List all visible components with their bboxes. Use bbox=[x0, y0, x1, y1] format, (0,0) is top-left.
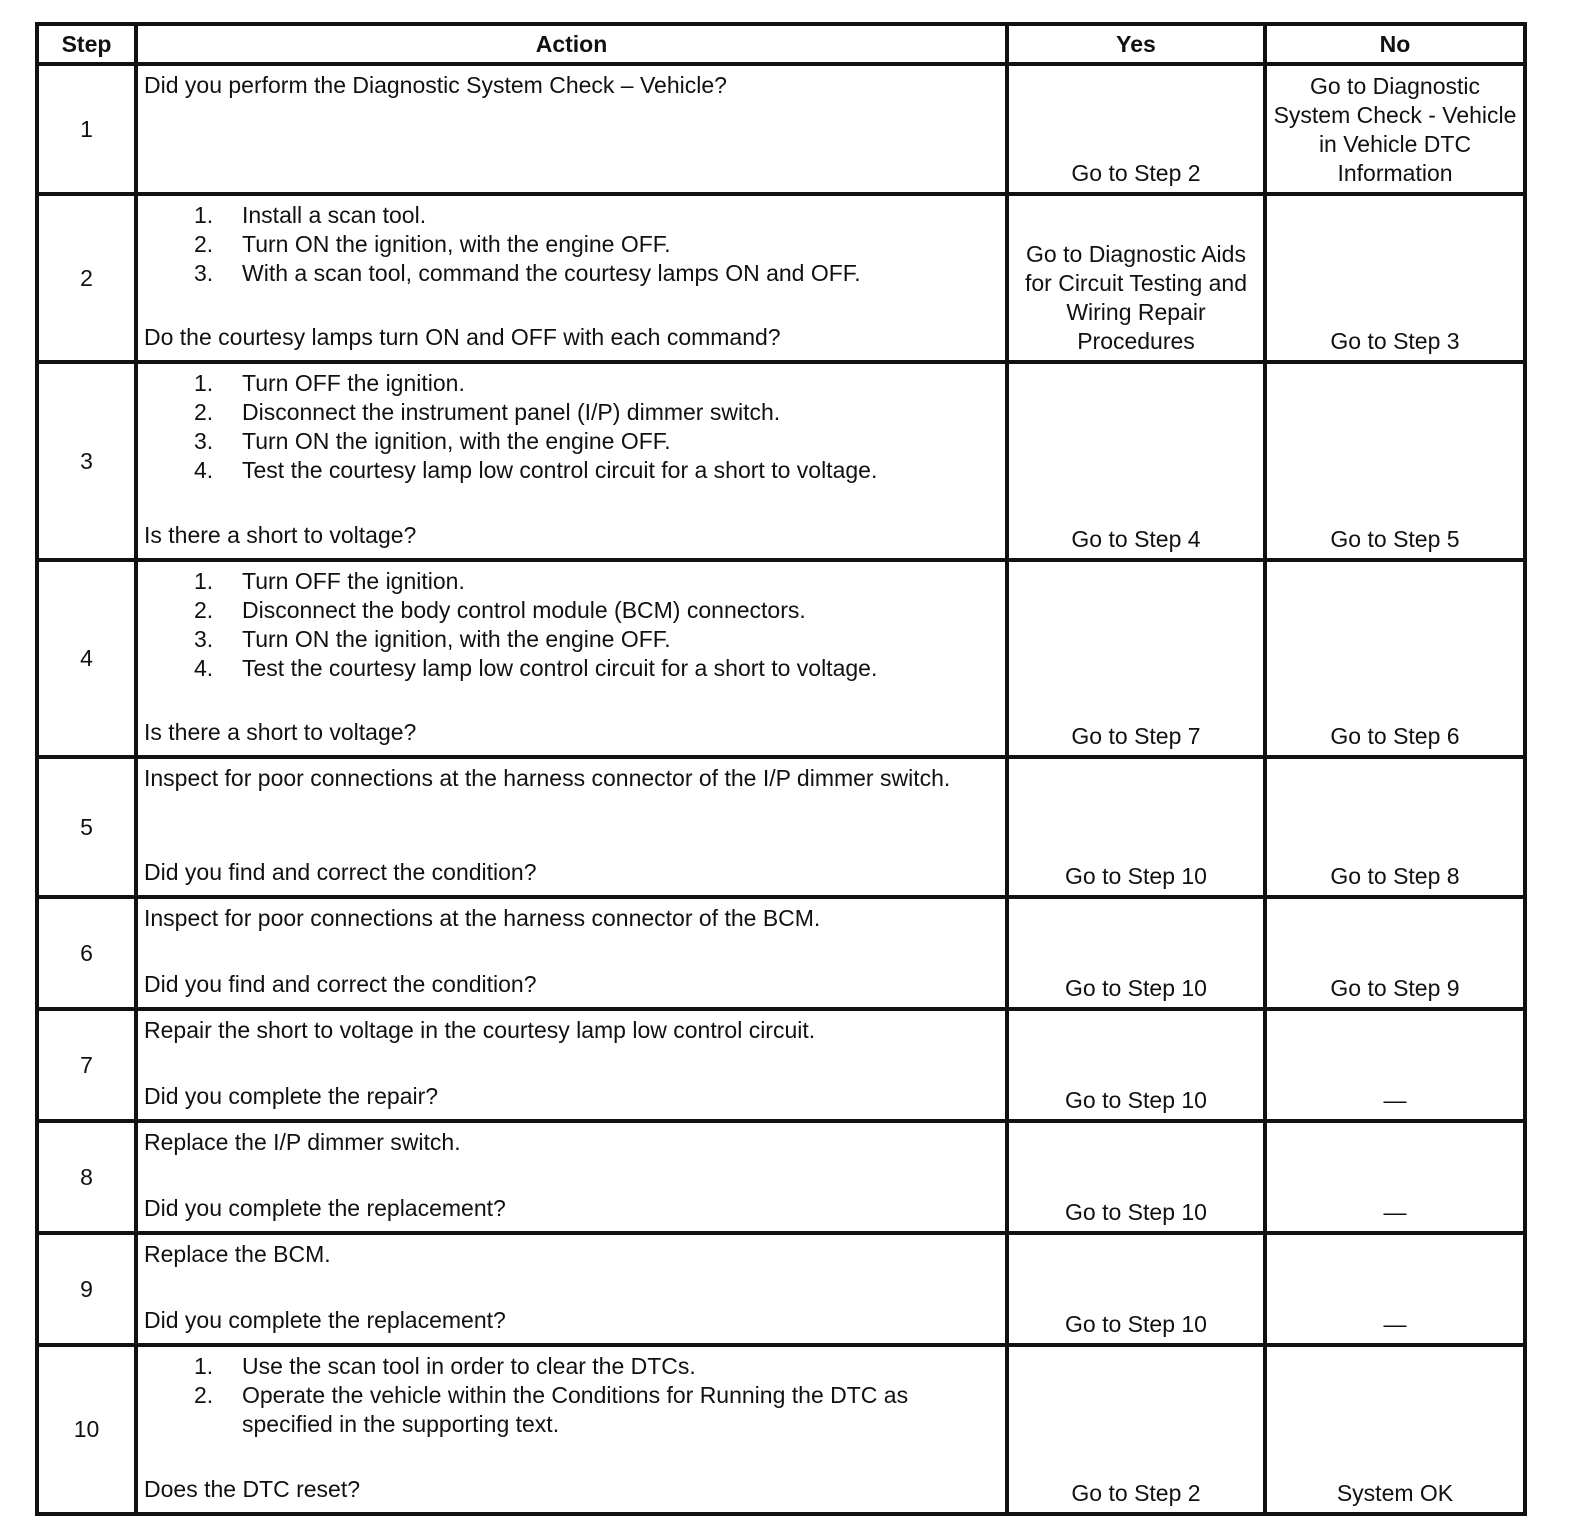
list-item-text: Disconnect the body control module (BCM) connectors. bbox=[242, 597, 806, 623]
list-item bbox=[144, 625, 995, 654]
table-row bbox=[37, 897, 1525, 1009]
yes-result: Go to Step 10 bbox=[1007, 1233, 1265, 1345]
yes-result: Go to Step 4 bbox=[1007, 362, 1265, 560]
list-item bbox=[144, 456, 995, 485]
step-number: 2 bbox=[37, 194, 136, 362]
list-item bbox=[144, 567, 995, 596]
list-item-text: Test the courtesy lamp low control circuit for a short to voltage. bbox=[242, 655, 878, 681]
action-question: Did you complete the replacement? bbox=[144, 1307, 506, 1333]
step-number: 6 bbox=[37, 897, 136, 1009]
action-steps-list bbox=[144, 369, 995, 485]
header-row bbox=[37, 24, 1525, 64]
action-text: Replace the I/P dimmer switch. bbox=[144, 1129, 461, 1155]
step-number: 9 bbox=[37, 1233, 136, 1345]
no-result: — bbox=[1265, 1121, 1525, 1233]
yes-result: Go to Diagnostic Aids for Circuit Testing and Wiring Repair Procedures bbox=[1007, 194, 1265, 362]
list-item-number: 1. bbox=[194, 568, 214, 594]
list-item-text: Turn ON the ignition, with the engine OFF. bbox=[242, 626, 671, 652]
list-item bbox=[144, 259, 995, 288]
no-result: Go to Step 8 bbox=[1265, 757, 1525, 897]
list-item bbox=[144, 230, 995, 259]
list-item-text: Turn OFF the ignition. bbox=[242, 568, 465, 594]
header-no: No bbox=[1265, 24, 1525, 64]
yes-result: Go to Step 10 bbox=[1007, 897, 1265, 1009]
action-cell bbox=[136, 1009, 1007, 1121]
no-result: Go to Step 3 bbox=[1265, 194, 1525, 362]
no-result: Go to Step 9 bbox=[1265, 897, 1525, 1009]
list-item bbox=[144, 1381, 995, 1439]
action-question: Did you complete the replacement? bbox=[144, 1195, 506, 1221]
yes-result: Go to Step 10 bbox=[1007, 757, 1265, 897]
step-number: 5 bbox=[37, 757, 136, 897]
header-action: Action bbox=[136, 24, 1007, 64]
action-question: Did you find and correct the condition? bbox=[144, 859, 537, 885]
list-item bbox=[144, 427, 995, 456]
list-item-text: Turn OFF the ignition. bbox=[242, 370, 465, 396]
list-item bbox=[144, 654, 995, 683]
action-question: Is there a short to voltage? bbox=[144, 522, 417, 548]
table-row bbox=[37, 1009, 1525, 1121]
no-result: Go to Step 5 bbox=[1265, 362, 1525, 560]
table-row bbox=[37, 1233, 1525, 1345]
table-row bbox=[37, 1121, 1525, 1233]
action-cell bbox=[136, 194, 1007, 362]
list-item-text: Disconnect the instrument panel (I/P) dimmer switch. bbox=[242, 399, 781, 425]
action-question: Do the courtesy lamps turn ON and OFF with each command? bbox=[144, 324, 781, 350]
list-item-number: 1. bbox=[194, 1353, 214, 1379]
list-item bbox=[144, 398, 995, 427]
action-cell bbox=[136, 362, 1007, 560]
action-cell bbox=[136, 1233, 1007, 1345]
list-item-text: Turn ON the ignition, with the engine OFF. bbox=[242, 428, 671, 454]
no-result: — bbox=[1265, 1233, 1525, 1345]
yes-result: Go to Step 2 bbox=[1007, 64, 1265, 194]
list-item-number: 2. bbox=[194, 231, 214, 257]
step-number: 8 bbox=[37, 1121, 136, 1233]
action-steps-list bbox=[144, 201, 995, 288]
list-item-text: Turn ON the ignition, with the engine OFF. bbox=[242, 231, 671, 257]
list-item bbox=[144, 369, 995, 398]
step-number: 1 bbox=[37, 64, 136, 194]
step-number: 4 bbox=[37, 560, 136, 757]
header-step: Step bbox=[37, 24, 136, 64]
no-result: — bbox=[1265, 1009, 1525, 1121]
list-item-number: 1. bbox=[194, 202, 214, 228]
no-result: System OK bbox=[1265, 1345, 1525, 1514]
step-number: 10 bbox=[37, 1345, 136, 1514]
action-text: Inspect for poor connections at the harness connector of the I/P dimmer switch. bbox=[144, 765, 951, 791]
table-row bbox=[37, 560, 1525, 757]
table-row bbox=[37, 194, 1525, 362]
yes-result: Go to Step 10 bbox=[1007, 1009, 1265, 1121]
action-question: Is there a short to voltage? bbox=[144, 719, 417, 745]
header-yes: Yes bbox=[1007, 24, 1265, 64]
action-text: Inspect for poor connections at the harness connector of the BCM. bbox=[144, 905, 821, 931]
list-item-number: 1. bbox=[194, 370, 214, 396]
table-row bbox=[37, 362, 1525, 560]
action-question: Did you complete the repair? bbox=[144, 1083, 439, 1109]
list-item-number: 3. bbox=[194, 260, 214, 286]
table-row bbox=[37, 64, 1525, 194]
no-result: Go to Diagnostic System Check - Vehicle in Vehicle DTC Information bbox=[1265, 64, 1525, 194]
action-text: Did you perform the Diagnostic System Check – Vehicle? bbox=[144, 72, 727, 98]
list-item bbox=[144, 1352, 995, 1381]
list-item-text: Test the courtesy lamp low control circuit for a short to voltage. bbox=[242, 457, 878, 483]
step-number: 7 bbox=[37, 1009, 136, 1121]
action-cell bbox=[136, 897, 1007, 1009]
list-item bbox=[144, 596, 995, 625]
action-cell bbox=[136, 560, 1007, 757]
diagnostic-table bbox=[35, 22, 1527, 1516]
list-item-text: With a scan tool, command the courtesy lamps ON and OFF. bbox=[242, 260, 861, 286]
action-steps-list bbox=[144, 567, 995, 683]
action-cell bbox=[136, 1121, 1007, 1233]
action-question: Does the DTC reset? bbox=[144, 1476, 361, 1502]
list-item-number: 2. bbox=[194, 1382, 214, 1408]
table-row bbox=[37, 757, 1525, 897]
action-cell bbox=[136, 757, 1007, 897]
list-item-number: 4. bbox=[194, 655, 214, 681]
list-item-number: 3. bbox=[194, 626, 214, 652]
action-cell bbox=[136, 1345, 1007, 1514]
table-row bbox=[37, 1345, 1525, 1514]
step-number: 3 bbox=[37, 362, 136, 560]
yes-result: Go to Step 7 bbox=[1007, 560, 1265, 757]
action-steps-list bbox=[144, 1352, 995, 1439]
yes-result: Go to Step 10 bbox=[1007, 1121, 1265, 1233]
action-text: Replace the BCM. bbox=[144, 1241, 331, 1267]
list-item-number: 3. bbox=[194, 428, 214, 454]
no-result: Go to Step 6 bbox=[1265, 560, 1525, 757]
list-item-text: Use the scan tool in order to clear the DTCs. bbox=[242, 1353, 696, 1379]
yes-result: Go to Step 2 bbox=[1007, 1345, 1265, 1514]
list-item-number: 4. bbox=[194, 457, 214, 483]
list-item bbox=[144, 201, 995, 230]
list-item-number: 2. bbox=[194, 597, 214, 623]
list-item-text: Operate the vehicle within the Conditions for Running the DTC as specified in the supporting text. bbox=[242, 1382, 909, 1437]
list-item-text: Install a scan tool. bbox=[242, 202, 427, 228]
action-text: Repair the short to voltage in the courtesy lamp low control circuit. bbox=[144, 1017, 816, 1043]
action-cell bbox=[136, 64, 1007, 194]
action-question: Did you find and correct the condition? bbox=[144, 971, 537, 997]
list-item-number: 2. bbox=[194, 399, 214, 425]
